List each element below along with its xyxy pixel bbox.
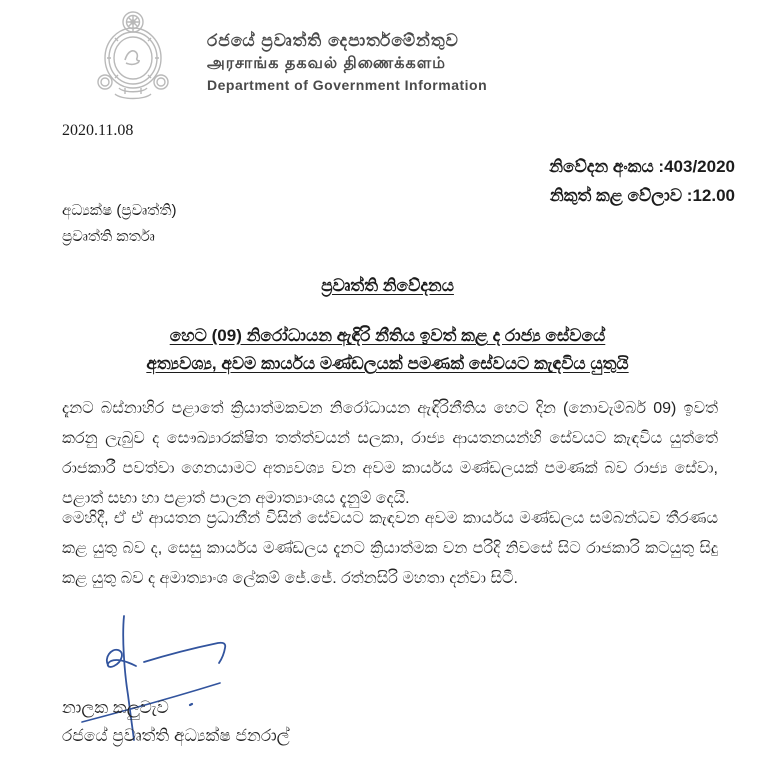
- document-title: ප්‍රවෘත්ති නිවේදනය: [321, 276, 454, 295]
- addressee-line-1: අධ්‍යක්ෂ (ප්‍රවෘත්ති): [62, 202, 177, 219]
- addressee-line-2: ප්‍රවෘත්ති කර්තෘ: [62, 228, 155, 245]
- department-name-sinhala: රජයේ ප්‍රවෘත්ති දෙපාර්තමේන්තුව: [207, 31, 459, 50]
- signer-name: නාලක කලුවැව: [62, 698, 169, 717]
- letterhead: [85, 8, 487, 102]
- sri-lanka-national-emblem-icon: [85, 8, 181, 102]
- signer-title: රජයේ ප්‍රවෘත්ති අධ්‍යක්ෂ ජනරාල්: [62, 726, 290, 745]
- addressee-block: [62, 198, 177, 250]
- subtitle-line-1: හෙට (09) නිරෝධායන ඇඳිරි නීතිය ඉවත් කළ ද රාජ්‍ය සේවයේ: [169, 326, 606, 345]
- release-meta: [549, 152, 735, 210]
- release-time: නිකුත් කළ වේලාව :12.00: [549, 186, 735, 205]
- department-names: [207, 17, 487, 93]
- department-name-tamil: அரசாங்க தகவல் திணைக்களம்: [207, 55, 447, 72]
- document-date: 2020.11.08: [62, 122, 134, 139]
- subtitle-line-2: අත්‍යවශ්‍ය, අවම කාර්යය මණ්ඩලයක් පමණක් සේවයට කැඳවිය යුතුයි: [146, 354, 629, 373]
- department-name-english: Department of Government Information: [207, 77, 488, 93]
- document-subtitle: [0, 322, 775, 378]
- release-number: නිවේදන අංකය :403/2020: [549, 157, 735, 176]
- body-paragraph-2: මෙහිදී, ඒ ඒ ආයතන ප්‍රධානීන් විසින් සේවයට කැඳවන අවම කාර්යය මණ්ඩලය සම්බන්ධව තීරණය කළ යුතු බව ද, සෙසු කාර්යය මණ්ඩලය දැනට ක්‍රියාත්මක වන පරිදි නිවසේ සිට රාජකාරි කටයුතු සිදු කළ යුතු බව ද අමාත්‍යාංශ ලේකම් ජේ.ජේ. රත්නසිරි මහතා දන්වා සිටී.: [62, 510, 718, 587]
- body-paragraph-1: දැනට බස්නාහිර පළාතේ ක්‍රියාත්මකවන නිරෝධායන ඇඳිරිනීතිය හෙට දින (නොවැම්බර් 09) ඉවත් කරනු ලැබුව ද සෞඛ්‍යාරක්ෂිත තත්ත්වයන් සලකා, රාජ්‍ය ආයතනයන්හි සේවයට කැඳවිය යුත්තේ රාජකාරී පවත්වා ගෙනයාමට අත්‍යවශ්‍ය වන අවම කාර්යය මණ්ඩලයක් පමණක් බව රාජ්‍ය සේවා, පළාත් සභා හා පළාත් පාලන අමාත්‍යාංශය දැනුම් දෙයි.: [62, 400, 718, 507]
- signer-block: [62, 694, 290, 750]
